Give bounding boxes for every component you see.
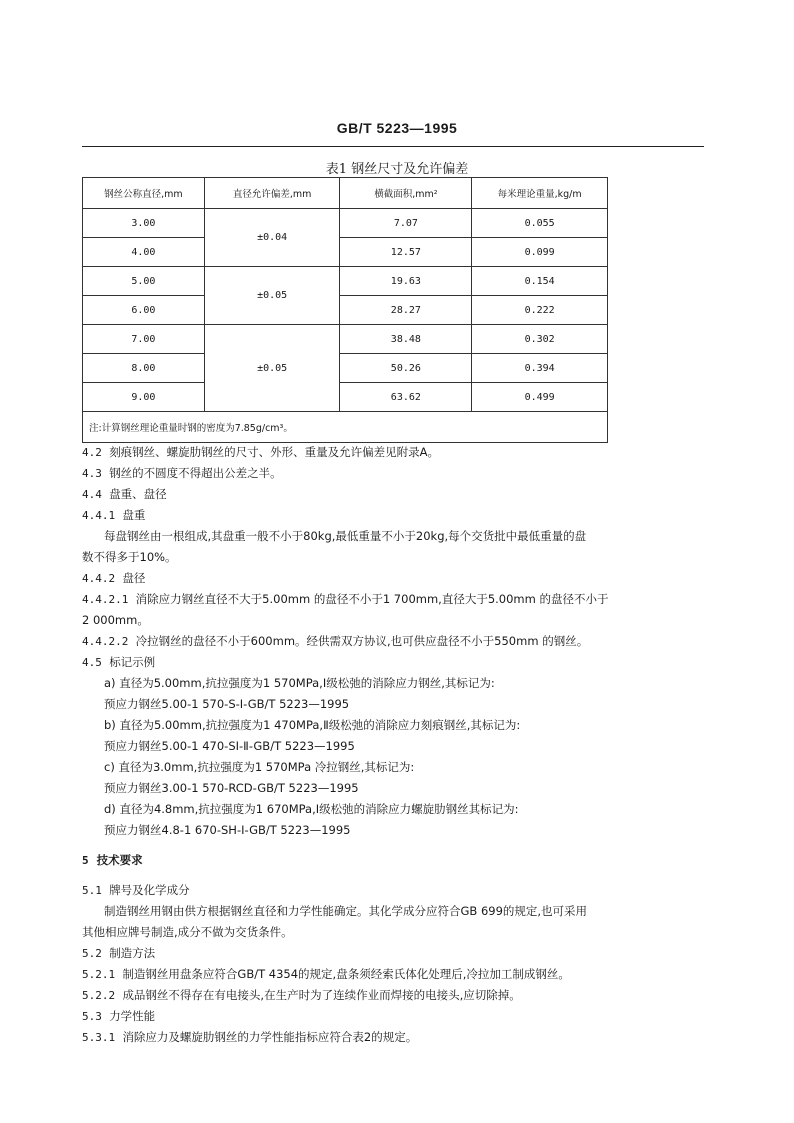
area-cell: 50.26 xyxy=(340,354,472,383)
paragraph-line: 2 000mm。 xyxy=(82,613,149,627)
weight-cell: 0.302 xyxy=(472,325,608,354)
diameter-cell: 8.00 xyxy=(83,354,205,383)
weight-cell: 0.055 xyxy=(472,209,608,238)
clause-5-3: 5.3 力学性能 xyxy=(82,1009,156,1023)
tolerance-cell: ±0.04 xyxy=(204,209,340,267)
area-cell: 38.48 xyxy=(340,325,472,354)
tolerance-cell: ±0.05 xyxy=(204,267,340,325)
area-cell: 63.62 xyxy=(340,383,472,412)
example-c-mark: 预应力钢丝3.00-1 570-RCD-GB/T 5223—1995 xyxy=(104,781,359,795)
clause-5-2-1: 5.2.1 制造钢丝用盘条应符合GB/T 4354的规定,盘条须经索氏体化处理后,冷拉加工制成钢丝。 xyxy=(82,967,570,981)
weight-cell: 0.154 xyxy=(472,267,608,296)
table-title: 表1 钢丝尺寸及允许偏差 xyxy=(325,162,469,177)
area-cell: 19.63 xyxy=(340,267,472,296)
steel-wire-dimension-table xyxy=(82,177,608,443)
paragraph-line: 数不得多于10%。 xyxy=(82,550,177,564)
example-a-mark: 预应力钢丝5.00-1 570-S-Ⅰ-GB/T 5223—1995 xyxy=(104,697,350,711)
example-b: b) 直径为5.00mm,抗拉强度为1 470MPa,Ⅱ级松弛的消除应力刻痕钢丝,其标记为: xyxy=(104,718,521,732)
table-row xyxy=(83,325,608,354)
example-d-mark: 预应力钢丝4.8-1 670-SH-Ⅰ-GB/T 5223—1995 xyxy=(104,823,351,837)
clause-5-3-1: 5.3.1 消除应力及螺旋肋钢丝的力学性能指标应符合表2的规定。 xyxy=(82,1030,418,1044)
column-header: 钢丝公称直径,mm xyxy=(83,178,205,209)
clause-5-1: 5.1 牌号及化学成分 xyxy=(82,883,190,897)
table-row xyxy=(83,296,608,325)
clause-4-5: 4.5 标记示例 xyxy=(82,655,156,669)
clause-4-4-2-2: 4.4.2.2 冷拉钢丝的盘径不小于600mm。经供需双方协议,也可供应盘径不小于550mm 的钢丝。 xyxy=(82,634,589,648)
example-c: c) 直径为3.0mm,抗拉强度为1 570MPa 冷拉钢丝,其标记为: xyxy=(104,760,415,774)
diameter-cell: 4.00 xyxy=(83,238,205,267)
diameter-cell: 7.00 xyxy=(83,325,205,354)
table-row xyxy=(83,267,608,296)
clause-4-4: 4.4 盘重、盘径 xyxy=(82,487,167,501)
table-row xyxy=(83,383,608,412)
clause-5-2: 5.2 制造方法 xyxy=(82,946,156,960)
header-divider xyxy=(82,146,704,147)
clause-5-2-2: 5.2.2 成品钢丝不得存在有电接头,在生产时为了连续作业而焊接的电接头,应切除掉。 xyxy=(82,988,521,1002)
table-row xyxy=(83,238,608,267)
area-cell: 12.57 xyxy=(340,238,472,267)
weight-cell: 0.394 xyxy=(472,354,608,383)
tolerance-cell: ±0.05 xyxy=(204,325,340,412)
table-note: 注:计算钢丝理论重量时钢的密度为7.85g/cm³。 xyxy=(83,412,608,443)
paragraph-line: 其他相应牌号制造,成分不做为交货条件。 xyxy=(82,925,293,939)
diameter-cell: 6.00 xyxy=(83,296,205,325)
weight-cell: 0.099 xyxy=(472,238,608,267)
example-a: a) 直径为5.00mm,抗拉强度为1 570MPa,Ⅰ级松弛的消除应力钢丝,其标记为: xyxy=(104,676,495,690)
diameter-cell: 5.00 xyxy=(83,267,205,296)
clause-4-3: 4.3 钢丝的不圆度不得超出公差之半。 xyxy=(82,466,282,480)
example-b-mark: 预应力钢丝5.00-1 470-SⅠ-Ⅱ-GB/T 5223—1995 xyxy=(104,739,355,753)
example-d: d) 直径为4.8mm,抗拉强度为1 670MPa,Ⅰ级松弛的消除应力螺旋肋钢丝其标记为: xyxy=(104,802,519,816)
paragraph-line: 每盘钢丝由一根组成,其盘重一般不小于80kg,最低重量不小于20kg,每个交货批中最低重量的盘 xyxy=(104,529,587,543)
diameter-cell: 9.00 xyxy=(83,383,205,412)
column-header: 直径允许偏差,mm xyxy=(204,178,340,209)
clause-4-4-2-1: 4.4.2.1 消除应力钢丝直径不大于5.00mm 的盘径不小于1 700mm,直径大于5.00mm 的盘径不小于 xyxy=(82,592,609,606)
table-note-row xyxy=(83,412,608,443)
clause-4-4-2: 4.4.2 盘径 xyxy=(82,571,146,585)
table-header-row xyxy=(83,178,608,209)
weight-cell: 0.499 xyxy=(472,383,608,412)
clause-4-2: 4.2 刻痕钢丝、螺旋肋钢丝的尺寸、外形、重量及允许偏差见附录A。 xyxy=(82,445,440,459)
column-header: 每米理论重量,kg/m xyxy=(472,178,608,209)
section-5-heading: 5 技术要求 xyxy=(82,853,143,867)
paragraph-line: 制造钢丝用钢由供方根据钢丝直径和力学性能确定。其化学成分应符合GB 699的规定,也可采用 xyxy=(104,904,588,918)
diameter-cell: 3.00 xyxy=(83,209,205,238)
standard-number-header: GB/T 5223—1995 xyxy=(336,120,458,136)
area-cell: 7.07 xyxy=(340,209,472,238)
area-cell: 28.27 xyxy=(340,296,472,325)
table-row xyxy=(83,354,608,383)
weight-cell: 0.222 xyxy=(472,296,608,325)
column-header: 横截面积,mm² xyxy=(340,178,472,209)
clause-4-4-1: 4.4.1 盘重 xyxy=(82,508,146,522)
table-row xyxy=(83,209,608,238)
